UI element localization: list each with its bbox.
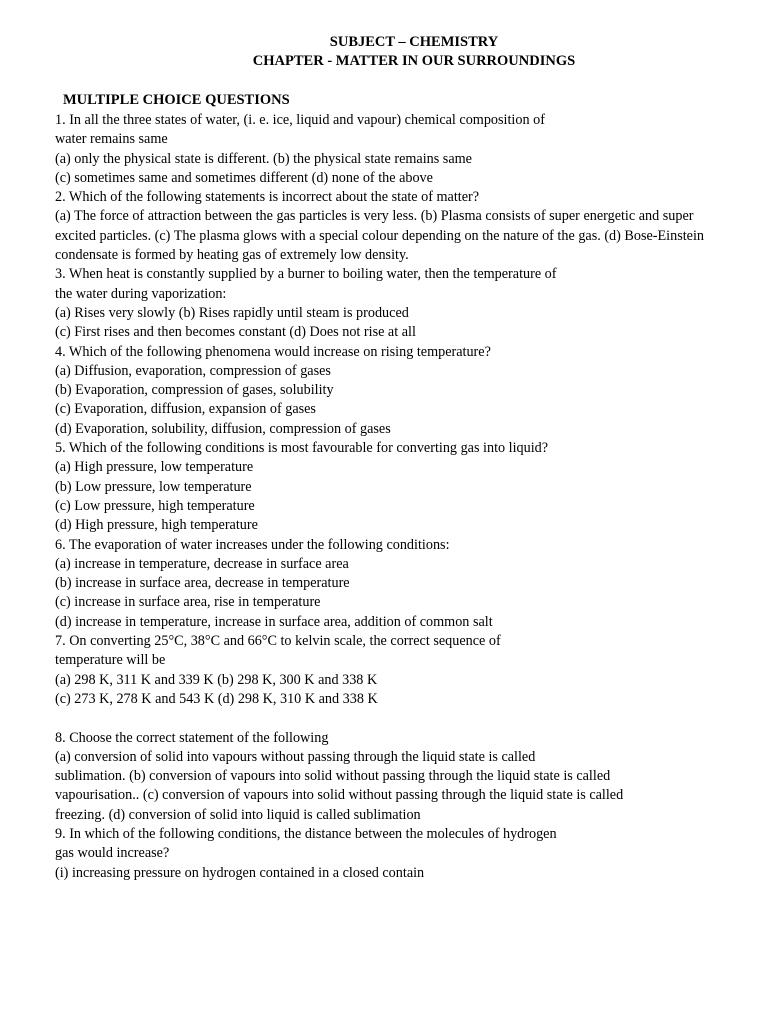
text-line: (a) conversion of solid into vapours without passing through the liquid state is called: [55, 748, 536, 765]
text-line: (a) 298 K, 311 K and 339 K (b) 298 K, 300 K and 338 K: [55, 671, 378, 688]
subject-heading: SUBJECT – CHEMISTRY: [329, 34, 499, 50]
text-line: (a) only the physical state is different. (b) the physical state remains same: [55, 150, 472, 167]
text-line: 4. Which of the following phenomena would increase on rising temperature?: [55, 343, 491, 360]
text-line: temperature will be: [55, 652, 166, 669]
text-line: (c) Low pressure, high temperature: [55, 497, 255, 514]
text-line: (c) sometimes same and sometimes different (d) none of the above: [55, 169, 433, 186]
text-line: (a) Diffusion, evaporation, compression of gases: [55, 362, 331, 379]
text-line: (d) Evaporation, solubility, diffusion, compression of gases: [55, 420, 391, 437]
text-line: gas would increase?: [55, 845, 170, 862]
text-line: (b) Low pressure, low temperature: [55, 478, 252, 495]
text-line: water remains same: [55, 131, 168, 148]
text-line: (d) increase in temperature, increase in surface area, addition of common salt: [55, 613, 493, 630]
text-line: (a) Rises very slowly (b) Rises rapidly until steam is produced: [55, 304, 409, 321]
text-line: 8. Choose the correct statement of the following: [55, 729, 329, 746]
blank-line: [55, 709, 767, 728]
text-line: 6. The evaporation of water increases under the following conditions:: [55, 536, 450, 553]
text-line: 9. In which of the following conditions, the distance between the molecules of hydrogen: [55, 825, 557, 842]
text-line: (a) increase in temperature, decrease in surface area: [55, 555, 349, 572]
text-line: sublimation. (b) conversion of vapours into solid without passing through the liquid state is called: [55, 768, 611, 785]
questions-body: [55, 111, 767, 883]
text-line: (i) increasing pressure on hydrogen contained in a closed contain: [55, 864, 425, 881]
text-line: vapourisation.. (c) conversion of vapours into solid without passing through the liquid state is called: [55, 787, 624, 804]
text-line: 1. In all the three states of water, (i. e. ice, liquid and vapour) chemical composition of: [55, 112, 545, 128]
text-line: (c) First rises and then becomes constant (d) Does not rise at all: [55, 324, 416, 341]
text-line: (b) Evaporation, compression of gases, solubility: [55, 382, 334, 399]
text-line: condensate is formed by heating gas of extremely low density.: [55, 247, 409, 264]
text-line: (a) High pressure, low temperature: [55, 459, 254, 476]
text-line: 3. When heat is constantly supplied by a burner to boiling water, then the temperature of: [55, 266, 557, 283]
text-line: the water during vaporization:: [55, 285, 227, 302]
section-title: MULTIPLE CHOICE QUESTIONS: [63, 92, 290, 108]
text-line: (b) increase in surface area, decrease in temperature: [55, 575, 350, 592]
text-line: (c) increase in surface area, rise in temperature: [55, 594, 321, 611]
text-line: freezing. (d) conversion of solid into liquid is called sublimation: [55, 806, 421, 823]
chapter-heading: CHAPTER - MATTER IN OUR SURROUNDINGS: [252, 53, 576, 69]
text-line: 5. Which of the following conditions is most favourable for converting gas into liquid?: [55, 440, 549, 457]
text-line: (a) The force of attraction between the gas particles is very less. (b) Plasma consists of super energetic and super: [55, 208, 694, 225]
text-line: excited particles. (c) The plasma glows with a special colour depending on the nature of the gas. (d) Bose-Einstein: [55, 227, 705, 244]
text-line: (d) High pressure, high temperature: [55, 517, 258, 534]
text-line: (c) Evaporation, diffusion, expansion of gases: [55, 401, 316, 418]
text-line: 2. Which of the following statements is incorrect about the state of matter?: [55, 189, 480, 206]
text-line: (c) 273 K, 278 K and 543 K (d) 298 K, 310 K and 338 K: [55, 690, 378, 707]
text-line: 7. On converting 25°C, 38°C and 66°C to kelvin scale, the correct sequence of: [55, 633, 501, 650]
